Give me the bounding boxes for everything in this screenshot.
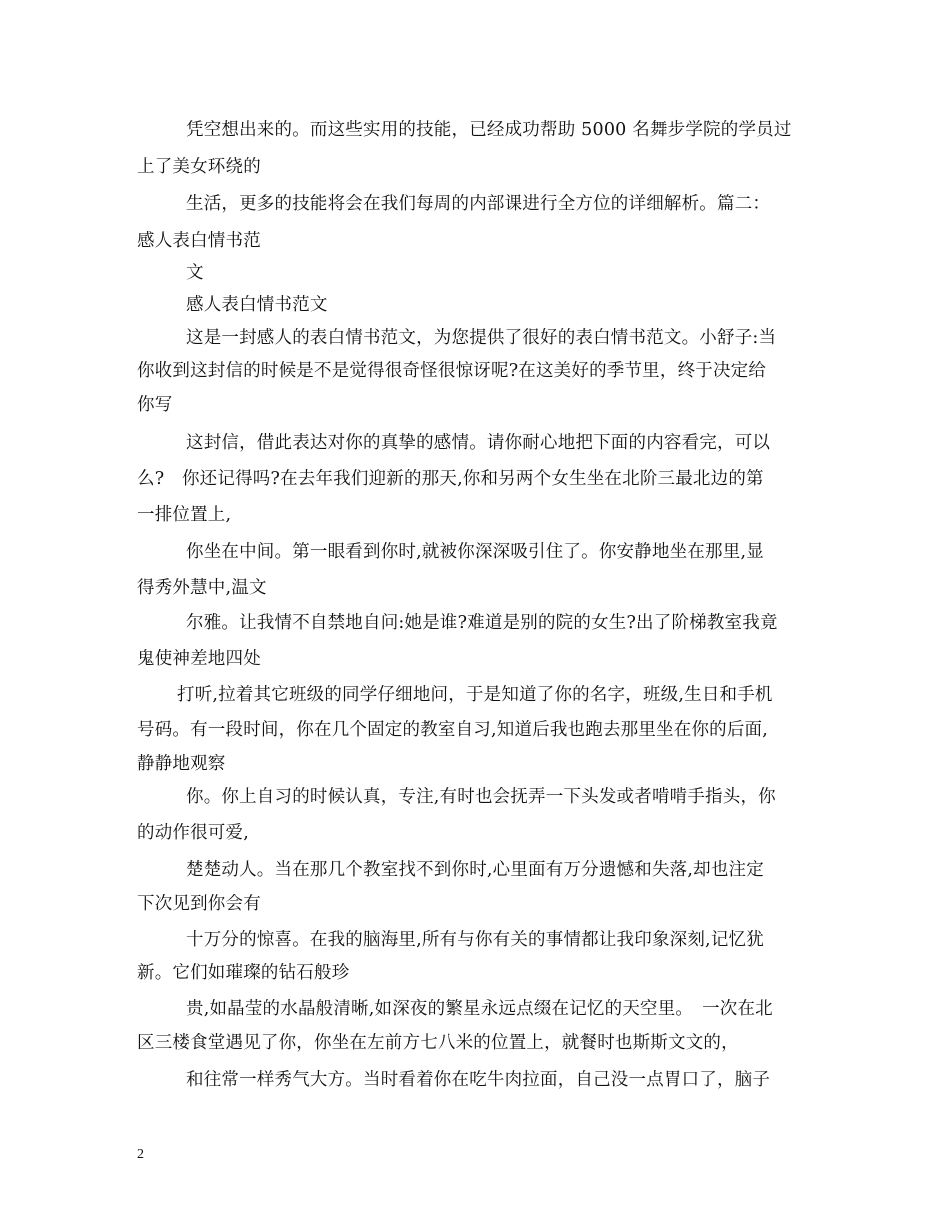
body-line: 打听,拉着其它班级的同学仔细地问，于是知道了你的名字，班级,生日和手机 xyxy=(177,685,773,705)
body-line: 的动作很可爱, xyxy=(137,823,249,843)
page-number: 2 xyxy=(137,1147,144,1162)
body-line: 得秀外慧中,温文 xyxy=(137,578,267,598)
body-line: 鬼使神差地四处 xyxy=(137,649,261,669)
body-line: 和往常一样秀气大方。当时看着你在吃牛肉拉面，自己没一点胃口了，脑子 xyxy=(186,1070,771,1090)
body-line: 这是一封感人的表白情书范文，为您提供了很好的表白情书范文。小舒子:当 xyxy=(186,328,777,348)
body-line: 新。它们如璀璨的钻石般珍 xyxy=(137,963,350,983)
body-line: 上了美女环绕的 xyxy=(137,157,261,177)
body-line: 静静地观察 xyxy=(137,754,226,774)
body-line: 楚楚动人。当在那几个教室找不到你时,心里面有万分遗憾和失落,却也注定 xyxy=(186,860,764,880)
body-line: 你写 xyxy=(137,395,173,415)
body-line: 凭空想出来的。而这些实用的技能，已经成功帮助 5000 名舞步学院的学员过 xyxy=(186,120,792,140)
section-heading: 感人表白情书范文 xyxy=(186,295,328,315)
body-line: 这封信，借此表达对你的真挚的感情。请你耐心地把下面的内容看完，可以 xyxy=(186,433,771,453)
body-line: 区三楼食堂遇见了你，你坐在左前方七八米的位置上，就餐时也斯斯文文的， xyxy=(137,1033,739,1053)
body-line: 尔雅。让我情不自禁地自问:她是谁?难道是别的院的女生?出了阶梯教室我竟 xyxy=(186,613,778,633)
body-line: 号码。有一段时间，你在几个固定的教室自习,知道后我也跑去那里坐在你的后面, xyxy=(137,720,769,740)
body-line: 文 xyxy=(186,263,204,283)
body-line: 你。你上自习的时候认真，专注,有时也会抚弄一下头发或者啃啃手指头，你 xyxy=(186,787,776,807)
body-line: 下次见到你会有 xyxy=(137,894,261,914)
body-line: 十万分的惊喜。在我的脑海里,所有与你有关的事情都让我印象深刻,记忆犹 xyxy=(186,930,764,950)
body-line: 你收到这封信的时候是不是觉得很奇怪很惊讶呢?在这美好的季节里，终于决定给 xyxy=(137,361,767,381)
body-line: 感人表白情书范 xyxy=(137,231,261,251)
body-line: 一排位置上, xyxy=(137,505,232,525)
body-line: 你坐在中间。第一眼看到你时,就被你深深吸引住了。你安静地坐在那里,显 xyxy=(186,542,764,562)
body-line: 贵,如晶莹的水晶般清晰,如深夜的繁星永远点缀在记忆的天空里。 一次在北 xyxy=(186,999,773,1019)
body-line: 生活，更多的技能将会在我们每周的内部课进行全方位的详细解析。篇二： xyxy=(186,194,771,214)
body-line: 么? 你还记得吗?在去年我们迎新的那天,你和另两个女生坐在北阶三最北边的第 xyxy=(137,469,764,489)
